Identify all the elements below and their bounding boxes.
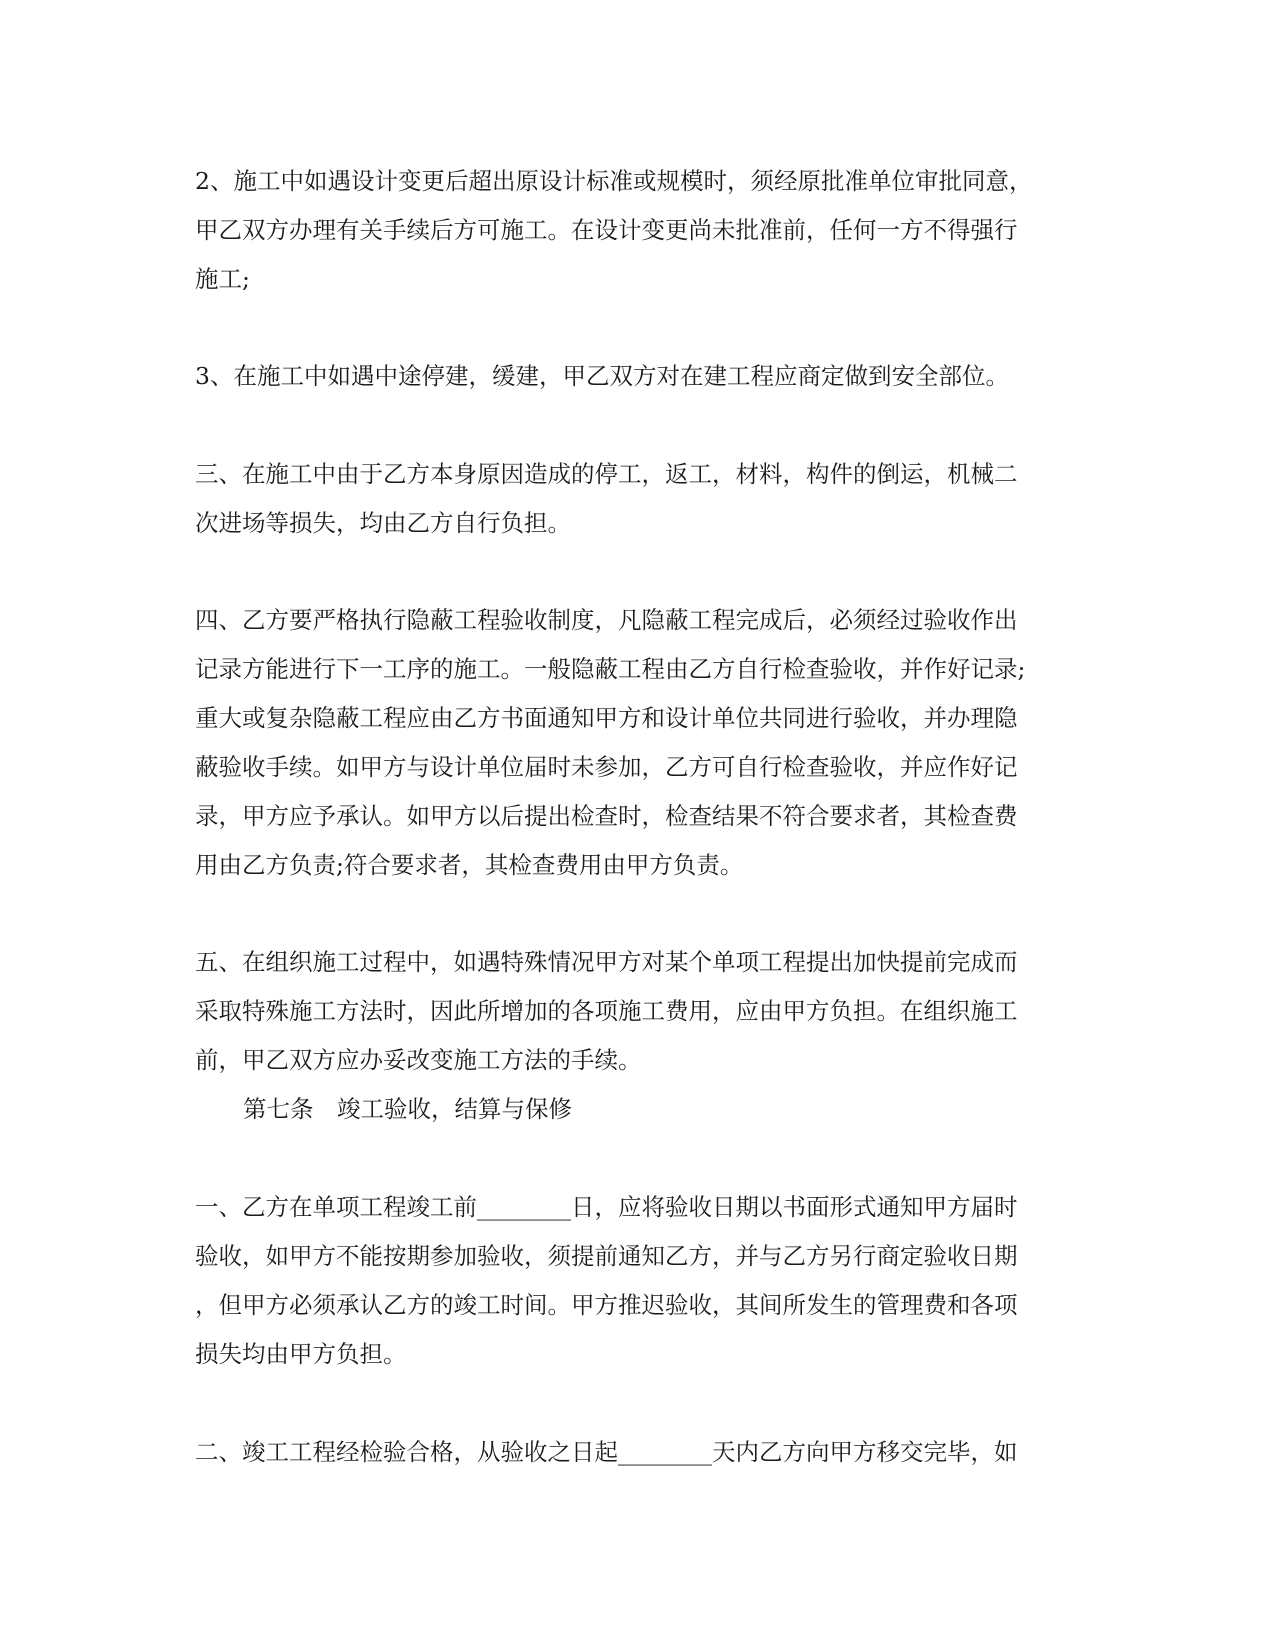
heading-text: 第七条 竣工验收，结算与保修: [243, 1095, 572, 1123]
text-line: 施工;: [195, 265, 250, 293]
paragraph-section-4: [195, 596, 1095, 890]
text-line: 前，甲乙双方应办妥改变施工方法的手续。: [195, 1046, 642, 1074]
text-line: 录，甲方应予承认。如甲方以后提出检查时，检查结果不符合要求者，其检查费: [195, 802, 1018, 830]
text-line: 次进场等损失，均由乙方自行负担。: [195, 509, 571, 537]
text-line: 验收，如甲方不能按期参加验收，须提前通知乙方，并与乙方另行商定验收日期: [195, 1242, 1018, 1270]
text-line: 2、施工中如遇设计变更后超出原设计标准或规模时，须经原批准单位审批同意，: [195, 167, 1033, 195]
text-line: 用由乙方负责;符合要求者，其检查费用由甲方负责。: [195, 851, 744, 879]
text-line: 二、竣工工程经检验合格，从验收之日起________天内乙方向甲方移交完毕，如: [195, 1438, 1018, 1466]
text-line: 3、在施工中如遇中途停建，缓建，甲乙双方对在建工程应商定做到安全部位。: [195, 362, 1009, 390]
text-line: 记录方能进行下一工序的施工。一般隐蔽工程由乙方自行检查验收，并作好记录;: [195, 655, 1026, 683]
text-line: 损失均由甲方负担。: [195, 1340, 407, 1368]
paragraph-article7-section-2: [195, 1428, 1095, 1477]
paragraph-suspension: [195, 352, 1095, 401]
paragraph-section-5: [195, 938, 1095, 1085]
text-line: ，但甲方必须承认乙方的竣工时间。甲方推迟验收，其间所发生的管理费和各项: [195, 1291, 1018, 1319]
text-line: 甲乙双方办理有关手续后方可施工。在设计变更尚未批准前，任何一方不得强行: [195, 216, 1018, 244]
text-line: 蔽验收手续。如甲方与设计单位届时未参加，乙方可自行检查验收，并应作好记: [195, 753, 1018, 781]
paragraph-section-3: [195, 450, 1095, 548]
text-line: 采取特殊施工方法时，因此所增加的各项施工费用，应由甲方负担。在组织施工: [195, 997, 1018, 1025]
text-line: 重大或复杂隐蔽工程应由乙方书面通知甲方和设计单位共同进行验收，并办理隐: [195, 704, 1018, 732]
text-line: 四、乙方要严格执行隐蔽工程验收制度，凡隐蔽工程完成后，必须经过验收作出: [195, 606, 1018, 634]
article-7-heading: [243, 1085, 1143, 1134]
text-line: 三、在施工中由于乙方本身原因造成的停工，返工，材料，构件的倒运，机械二: [195, 460, 1018, 488]
paragraph-article7-section-1: [195, 1183, 1095, 1379]
text-line: 一、乙方在单项工程竣工前________日，应将验收日期以书面形式通知甲方届时: [195, 1193, 1018, 1221]
text-line: 五、在组织施工过程中，如遇特殊情况甲方对某个单项工程提出加快提前完成而: [195, 948, 1018, 976]
paragraph-design-change: [195, 157, 1095, 304]
